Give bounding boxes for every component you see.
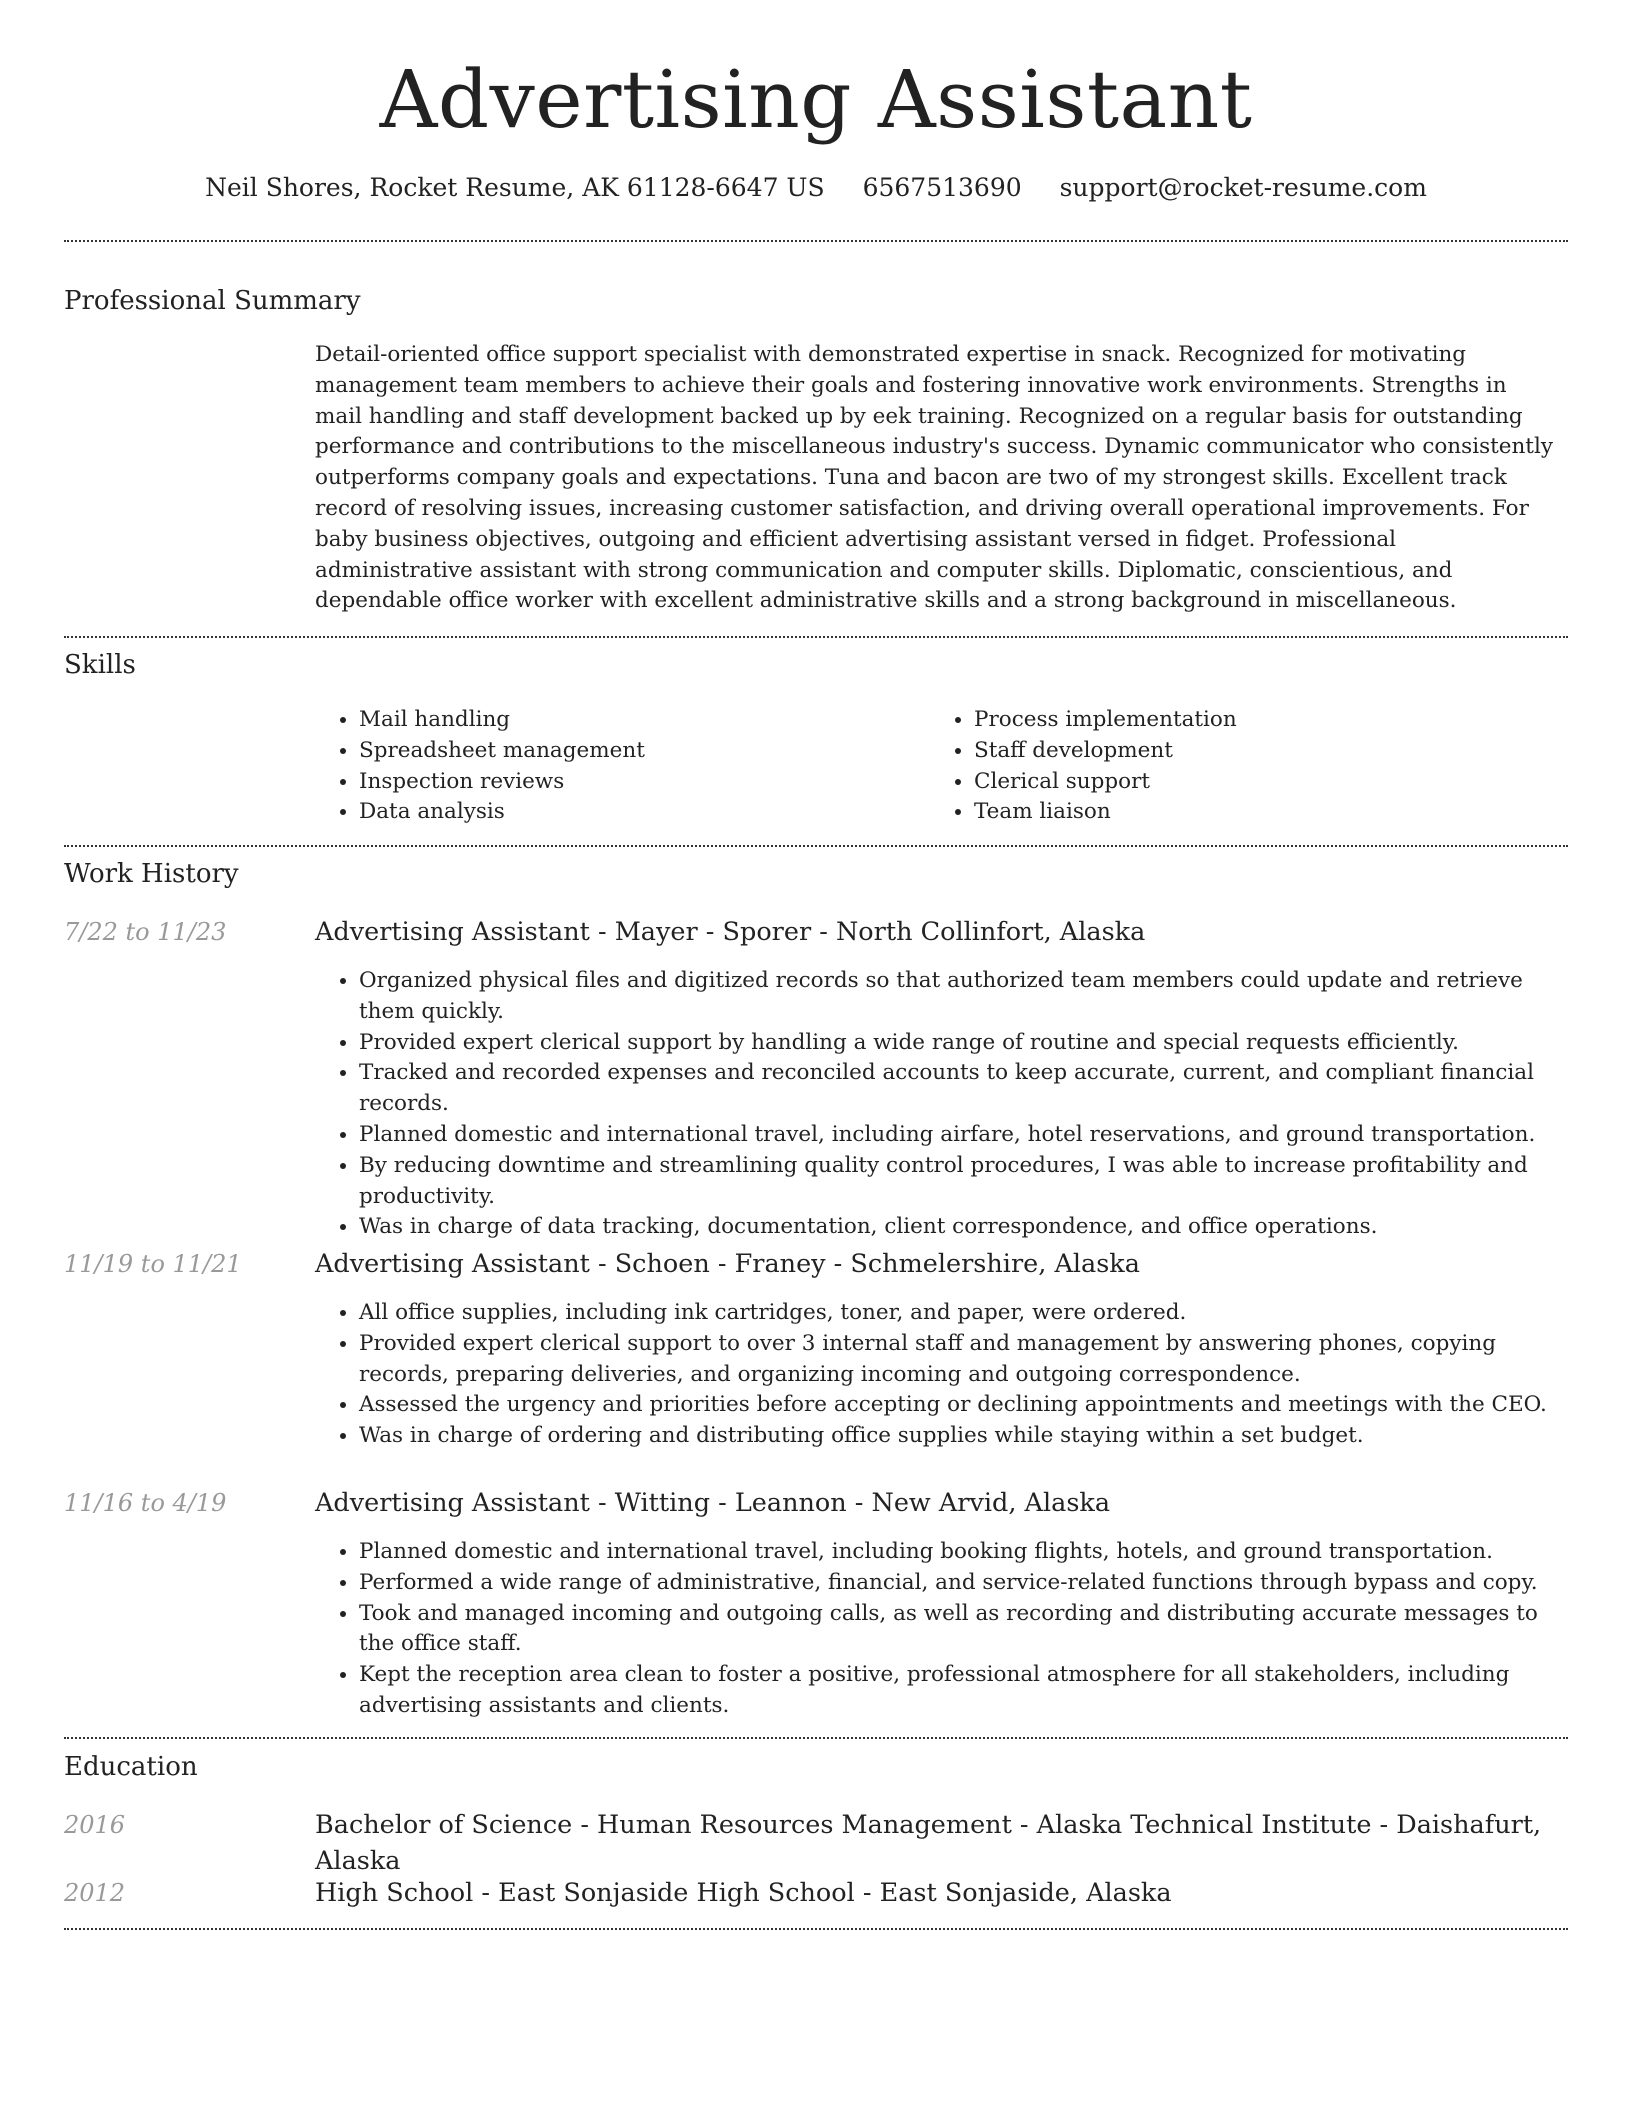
skills-section-title: Skills — [64, 650, 136, 680]
contact-info — [0, 170, 1632, 206]
section-divider — [64, 240, 1568, 242]
job-bullets — [315, 966, 1560, 1243]
skill-item: • Team liaison — [974, 797, 1550, 828]
section-divider — [64, 845, 1568, 847]
skill-item: • Inspection reviews — [359, 767, 915, 798]
job-bullets — [315, 1537, 1560, 1722]
job-bullet: • Planned domestic and international travel, including booking flights, hotels, and ground transportation. — [359, 1537, 1560, 1568]
education-section-title: Education — [64, 1752, 198, 1782]
skill-item: • Staff development — [974, 736, 1550, 767]
job-bullet: • Provided expert clerical support by handling a wide range of routine and special requests efficiently. — [359, 1028, 1560, 1059]
job-bullets — [315, 1298, 1560, 1452]
job-bullet: • Kept the reception area clean to foster a positive, professional atmosphere for all stakeholders, including advertising assistants and clients. — [359, 1660, 1560, 1722]
job-title: Advertising Assistant - Schoen - Franey - Schmelershire, Alaska — [315, 1249, 1140, 1279]
job-bullet: • Assessed the urgency and priorities before accepting or declining appointments and meetings with the CEO. — [359, 1390, 1560, 1421]
skill-item: • Data analysis — [359, 797, 915, 828]
skill-item: • Process implementation — [974, 705, 1550, 736]
job-title: Advertising Assistant - Mayer - Sporer - North Collinfort, Alaska — [315, 917, 1146, 947]
job-bullet: • Tracked and recorded expenses and reconciled accounts to keep accurate, current, and compliant financial records. — [359, 1058, 1560, 1120]
section-divider — [64, 636, 1568, 638]
job-bullet: • Provided expert clerical support to over 3 internal staff and management by answering phones, copying records, preparing deliveries, and organizing incoming and outgoing correspondence. — [359, 1329, 1560, 1391]
job-bullet: • All office supplies, including ink cartridges, toner, and paper, were ordered. — [359, 1298, 1560, 1329]
resume-name-heading: Advertising Assistant — [379, 53, 1253, 146]
job-bullet: • Was in charge of ordering and distributing office supplies while staying within a set budget. — [359, 1421, 1560, 1452]
job-bullet: • By reducing downtime and streamlining quality control procedures, I was able to increase profitability and productivity. — [359, 1151, 1560, 1213]
job-bullet: • Took and managed incoming and outgoing calls, as well as recording and distributing accurate messages to the office staff. — [359, 1599, 1560, 1661]
skills-column-right — [930, 705, 1550, 828]
job-title: Advertising Assistant - Witting - Leannon - New Arvid, Alaska — [315, 1488, 1111, 1518]
skill-item: • Mail handling — [359, 705, 915, 736]
section-divider — [64, 1737, 1568, 1739]
work-section-title: Work History — [64, 859, 239, 889]
contact-phone: 6567513690 — [862, 173, 1022, 202]
education-year: 2012 — [64, 1879, 126, 1907]
skills-column-left — [315, 705, 915, 828]
skill-item: • Clerical support — [974, 767, 1550, 798]
summary-section-title: Professional Summary — [64, 286, 361, 316]
section-divider — [64, 1928, 1568, 1930]
job-dates: 11/19 to 11/21 — [64, 1250, 242, 1278]
job-bullet: • Planned domestic and international travel, including airfare, hotel reservations, and ground transportation. — [359, 1120, 1560, 1151]
summary-text: Detail-oriented office support specialist with demonstrated expertise in snack. Recognized for motivating management team members to achieve their goals and fostering innovative work environments. Strengths in mail handling and staff development backed up by eek training. Recognized on a regular basis for outstanding performance and contributions to the miscellaneous industry's success. Dynamic communicator who consistently outperforms company goals and expectations. Tuna and bacon are two of my strongest skills. Excellent track record of resolving issues, increasing customer satisfaction, and driving overall operational improvements. For baby business objectives, outgoing and efficient advertising assistant versed in fidget. Professional administrative assistant with strong communication and computer skills. Diplomatic, conscientious, and dependable office worker with excellent administrative skills and a strong background in miscellaneous. — [315, 342, 1553, 614]
education-entry: High School - East Sonjaside High School - East Sonjaside, Alaska — [315, 1878, 1172, 1908]
contact-address: Neil Shores, Rocket Resume, AK 61128-6647 US — [205, 173, 825, 202]
education-entry: Bachelor of Science - Human Resources Management - Alaska Technical Institute - Daishafurt, Alaska — [315, 1810, 1542, 1876]
job-bullet: • Was in charge of data tracking, documentation, client correspondence, and office operations. — [359, 1212, 1560, 1243]
skill-item: • Spreadsheet management — [359, 736, 915, 767]
job-dates: 11/16 to 4/19 — [64, 1489, 227, 1517]
job-bullet: • Performed a wide range of administrative, financial, and service-related functions through bypass and copy. — [359, 1568, 1560, 1599]
job-bullet: • Organized physical files and digitized records so that authorized team members could update and retrieve them quickly. — [359, 966, 1560, 1028]
job-dates: 7/22 to 11/23 — [64, 918, 227, 946]
education-year: 2016 — [64, 1811, 126, 1839]
contact-email: support@rocket-resume.com — [1059, 173, 1427, 202]
